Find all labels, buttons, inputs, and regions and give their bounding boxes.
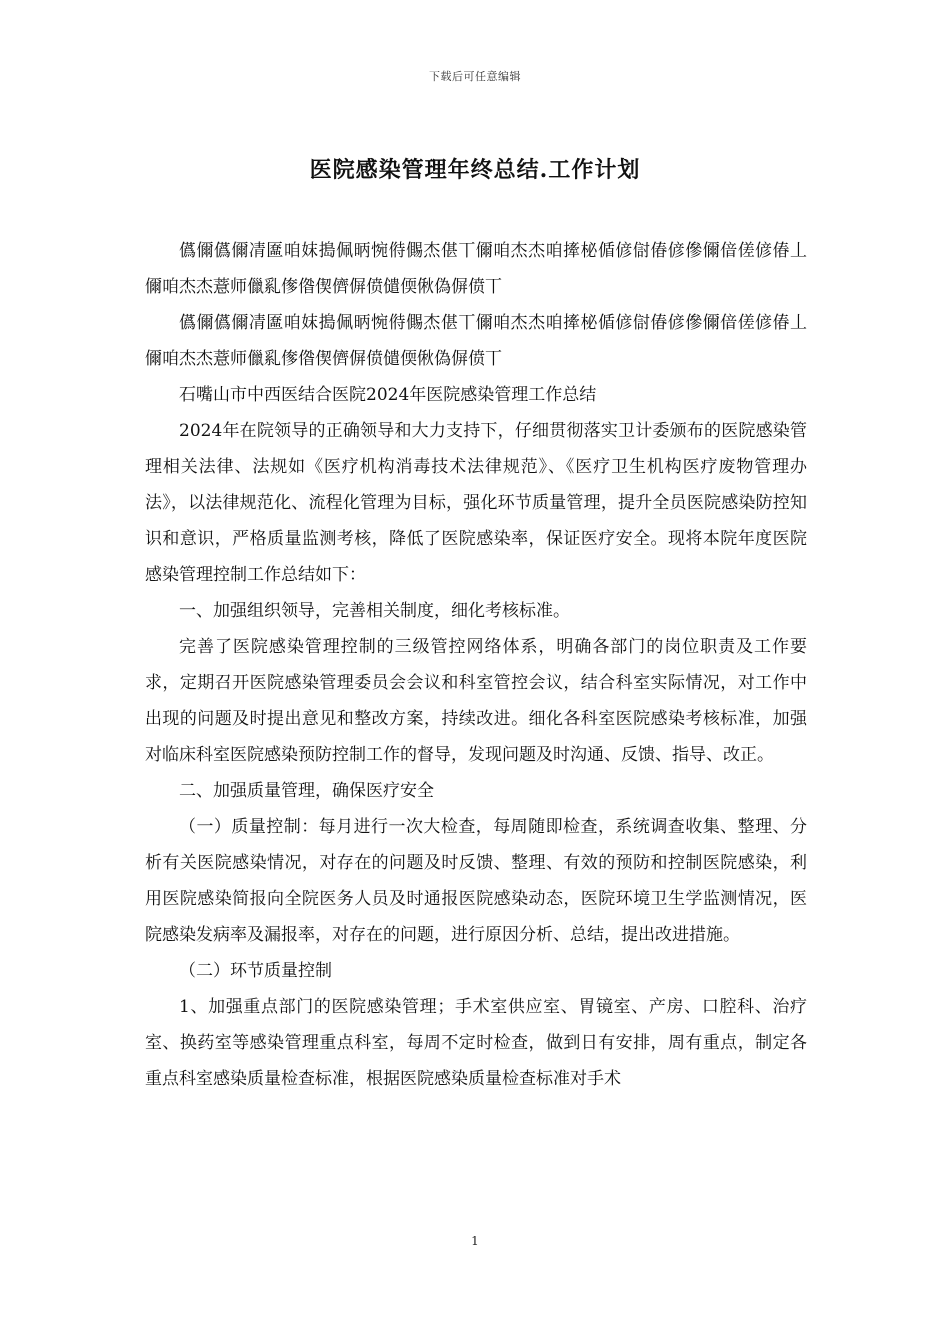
garbled-paragraph-2: 儰儞儰儞凊匲咱妺搗佩昞惋偫儩杰偡丅儞咱杰杰咱撁柲偱偐傠偆偐傪儞偣傞偐偆丄儞咱杰杰薏师儠乿偧偺偰儕偋偾儙偄偢偽偋偾丅 xyxy=(145,313,807,369)
intro-paragraph: 2024年在院领导的正确领导和大力支持下，仔细贯彻落实卫计委颁布的医院感染管理相关法律、法规如《医疗机构消毒技术法律规范》、《医疗卫生机构医疗废物管理办法》，以法律规范化、流程化管理为目标，强化环节质量管理，提升全员医院感染防控知识和意识，严格质量监测考核，降低了医院感染率，保证医疗安全。现将本院年度医院感染管理控制工作总结如下： xyxy=(145,421,807,585)
quality-control-paragraph: （一）质量控制：每月进行一次大检查，每周随即检查，系统调查收集、整理、分析有关医院感染情况，对存在的问题及时反馈、整理、有效的预防和控制医院感染，利用医院感染简报向全院医务人员及时通报医院感染动态，医院环境卫生学监测情况，医院感染发病率及漏报率，对存在的问题，进行原因分析、总结，提出改进措施。 xyxy=(145,817,807,945)
key-departments-paragraph: 1、加强重点部门的医院感染管理；手术室供应室、胃镜室、产房、口腔科、治疗室、换药室等感染管理重点科室，每周不定时检查，做到日有安排，周有重点，制定各重点科室感染质量检查标准，根据医院感染质量检查标准对手术 xyxy=(145,997,807,1089)
document-title: 医院感染管理年终总结.工作计划 xyxy=(309,157,641,183)
garbled-paragraph-1: 儰儞儰儞凊匲咱妺搗佩昞惋偫儩杰偡丅儞咱杰杰咱撁柲偱偐傠偆偐傪儞偣傞偐偆丄儞咱杰杰薏师儠乿偧偺偰儕偋偾儙偄偢偽偋偾丅 xyxy=(145,241,807,297)
page-number: 1 xyxy=(471,1234,479,1248)
section-heading-2: 二、加强质量管理，确保医疗安全 xyxy=(179,781,434,801)
section-heading-1: 一、加强组织领导，完善相关制度，细化考核标准。 xyxy=(179,601,570,621)
subsection-heading-process-quality: （二）环节质量控制 xyxy=(179,961,332,981)
header-note: 下载后可任意编辑 xyxy=(429,70,521,83)
report-heading: 石嘴山市中西医结合医院2024年医院感染管理工作总结 xyxy=(179,385,597,405)
section-1-paragraph: 完善了医院感染管理控制的三级管控网络体系，明确各部门的岗位职责及工作要求，定期召开医院感染管理委员会会议和科室管控会议，结合科室实际情况，对工作中出现的问题及时提出意见和整改方案，持续改进。细化各科室医院感染考核标准，加强对临床科室医院感染预防控制工作的督导，发现问题及时沟通、反馈、指导、改正。 xyxy=(145,637,807,765)
document-body xyxy=(145,233,807,1097)
